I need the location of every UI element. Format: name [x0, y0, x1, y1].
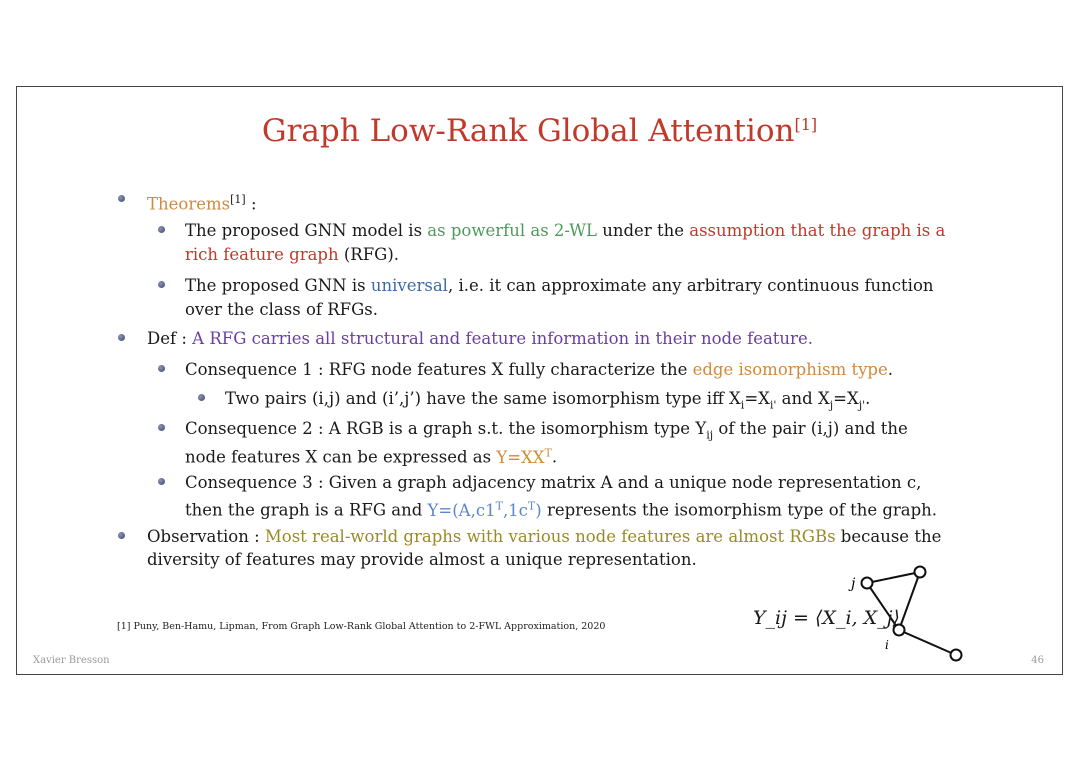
- bullet-icon: [158, 226, 165, 233]
- observation: Observation : Most real-world graphs with various node features are almost RGBs because the: [147, 527, 942, 546]
- theorem-item-1: The proposed GNN model is as powerful as 2-WL under the assumption that the graph is a: [185, 221, 946, 240]
- graph-node: [951, 650, 962, 661]
- graph-edge: [867, 572, 920, 583]
- graph-edge: [899, 630, 956, 655]
- graph-edge: [899, 572, 920, 630]
- graph-node: [915, 567, 926, 578]
- theorem-item-1-cont: rich feature graph (RFG).: [185, 245, 400, 264]
- page-number: 46: [1031, 655, 1044, 666]
- slide-title: Graph Low-Rank Global Attention[1]: [261, 113, 818, 149]
- consequence-3: Consequence 3 : Given a graph adjacency matrix A and a unique node representation c,: [185, 473, 922, 492]
- bullet-icon: [118, 195, 125, 202]
- attention-formula: Y_ij = ⟨X_i, X_j⟩: [753, 607, 900, 629]
- consequence-2: Consequence 2 : A RGB is a graph s.t. the isomorphism type $Y_{ij}$ of the pair (i,j) and the: [185, 419, 908, 442]
- consequence-2-cont: node features X can be expressed as $Y=XX^T$.: [185, 446, 558, 467]
- bullet-icon: [158, 478, 165, 485]
- footnote: [1] Puny, Ben-Hamu, Lipman, From Graph Low-Rank Global Attention to 2-FWL Approximation, 2020: [117, 621, 606, 632]
- footer-author: Xavier Bresson: [33, 655, 110, 666]
- theorem-item-2-cont: over the class of RFGs.: [185, 300, 379, 319]
- consequence-1: Consequence 1 : RFG node features X fully characterize the edge isomorphism type.: [185, 360, 894, 379]
- bullet-icon: [118, 532, 125, 539]
- consequence-3-cont: then the graph is a RFG and $Y=(A,c1^T,1c^T)$ represents the isomorphism type of the graph.: [185, 499, 938, 520]
- bullet-icon: [158, 424, 165, 431]
- bullet-icon: [118, 334, 125, 341]
- theorems-heading: Theorems[1] :: [147, 193, 257, 214]
- consequence-1-sub: Two pairs (i,j) and (i’,j’) have the same isomorphism type iff $X_i=X_{i'}$ and $X_j=X_{j'}$.: [225, 389, 871, 412]
- node-label-i: i: [885, 638, 889, 652]
- observation-cont: diversity of features may provide almost a unique representation.: [147, 550, 697, 569]
- title-reference: [1]: [794, 115, 818, 134]
- bullet-icon: [198, 394, 205, 401]
- bullet-icon: [158, 281, 165, 288]
- slide: [16, 86, 1063, 675]
- bullet-icon: [158, 365, 165, 372]
- definition: Def : A RFG carries all structural and feature information in their node feature.: [147, 329, 813, 348]
- graph-node: [862, 578, 873, 589]
- node-label-j: j: [851, 576, 856, 592]
- theorem-item-2: The proposed GNN is universal, i.e. it can approximate any arbitrary continuous function: [185, 276, 934, 295]
